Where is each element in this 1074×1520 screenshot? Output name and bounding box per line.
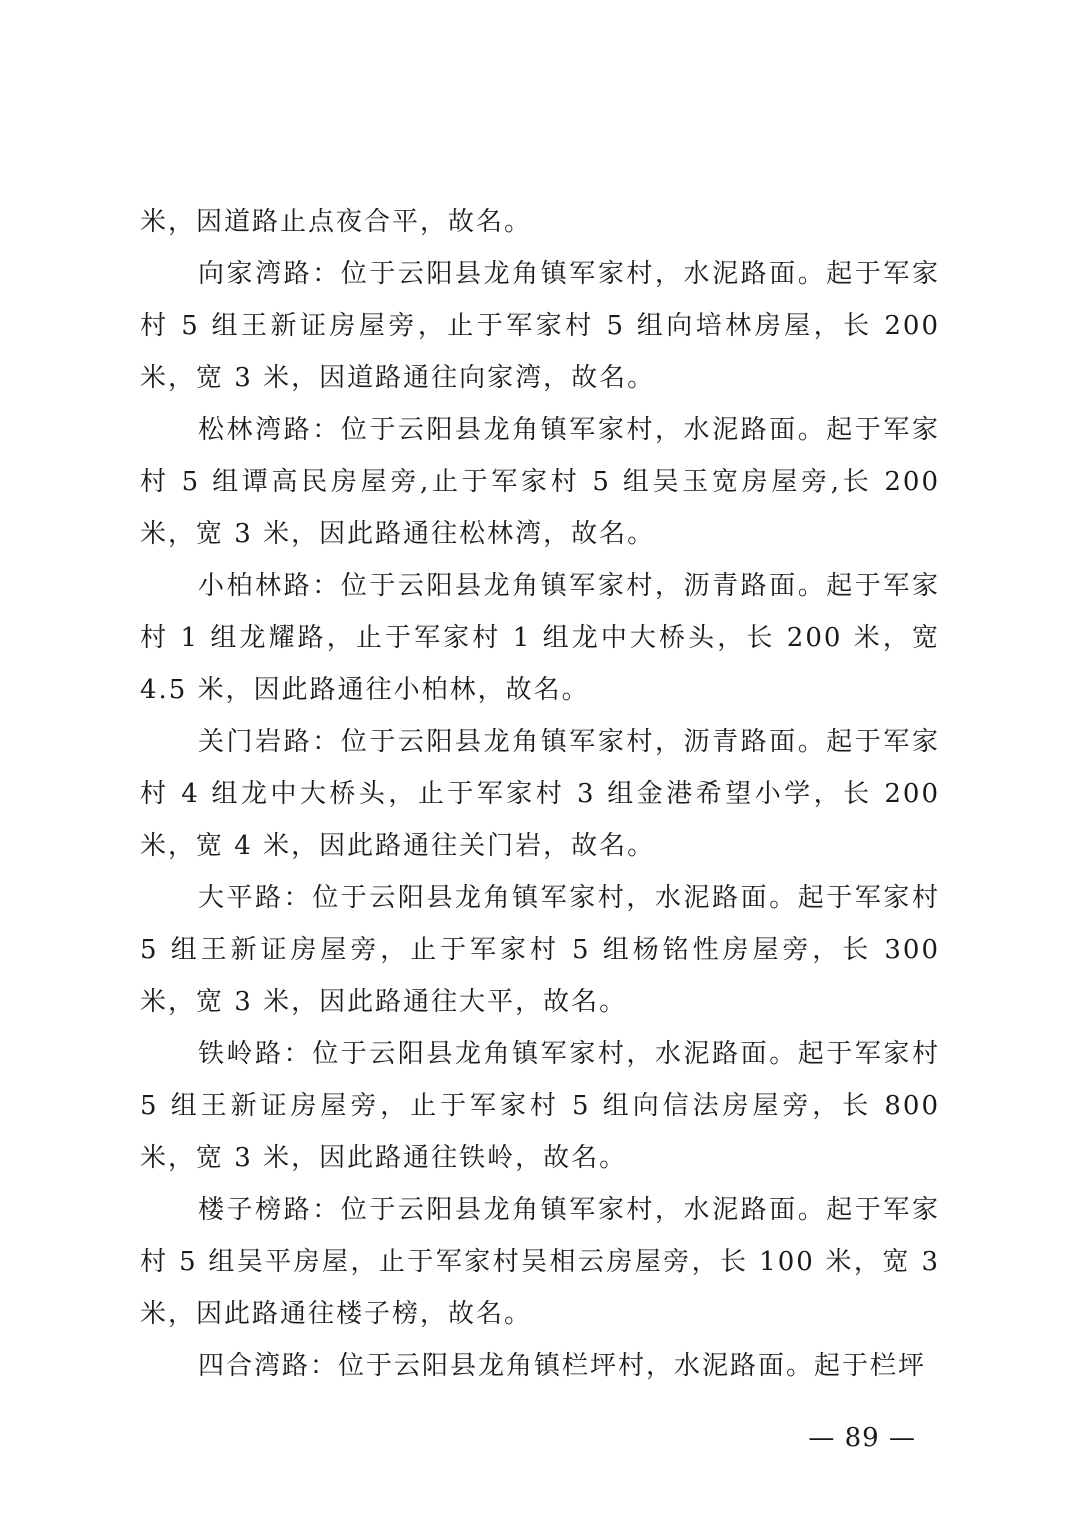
page-number: — 89 — — [808, 1423, 916, 1453]
body-text — [140, 196, 940, 1392]
paragraph-songlinwan-road: 松林湾路：位于云阳县龙角镇军家村，水泥路面。起于军家村 5 组谭高民房屋旁,止于军家村 5 组吴玉宽房屋旁,长 200 米，宽 3 米，因此路通往松林湾，故名。 — [140, 415, 940, 549]
paragraph-continuation: 米，因道路止点夜合平，故名。 — [140, 207, 533, 237]
paragraph-xiaobailin-road: 小柏林路：位于云阳县龙角镇军家村，沥青路面。起于军家村 1 组龙耀路，止于军家村 1 组龙中大桥头，长 200 米，宽 4.5 米，因此路通往小柏林，故名。 — [140, 571, 940, 705]
paragraph-xiangjiawan-road: 向家湾路：位于云阳县龙角镇军家村，水泥路面。起于军家村 5 组王新证房屋旁，止于军家村 5 组向培林房屋，长 200 米，宽 3 米，因道路通往向家湾，故名。 — [140, 259, 940, 393]
paragraph-louzibang-road: 楼子榜路：位于云阳县龙角镇军家村，水泥路面。起于军家村 5 组吴平房屋，止于军家村吴相云房屋旁，长 100 米，宽 3 米，因此路通往楼子榜，故名。 — [140, 1195, 940, 1329]
paragraph-daping-road: 大平路：位于云阳县龙角镇军家村，水泥路面。起于军家村 5 组王新证房屋旁，止于军家村 5 组杨铭性房屋旁，长 300 米，宽 3 米，因此路通往大平，故名。 — [140, 883, 940, 1017]
paragraph-siheliwan-road: 四合湾路：位于云阳县龙角镇栏坪村，水泥路面。起于栏坪 — [198, 1351, 927, 1381]
paragraph-guanmenyan-road: 关门岩路：位于云阳县龙角镇军家村，沥青路面。起于军家村 4 组龙中大桥头，止于军家村 3 组金港希望小学，长 200 米，宽 4 米，因此路通往关门岩，故名。 — [140, 727, 940, 861]
paragraph-tieling-road: 铁岭路：位于云阳县龙角镇军家村，水泥路面。起于军家村 5 组王新证房屋旁，止于军家村 5 组向信法房屋旁，长 800 米，宽 3 米，因此路通往铁岭，故名。 — [140, 1039, 940, 1173]
